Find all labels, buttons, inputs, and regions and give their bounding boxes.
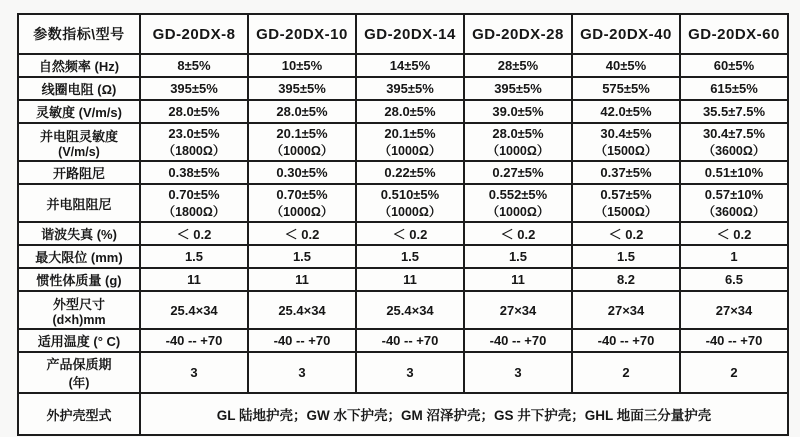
cell: 30.4±5% （1500Ω）: [572, 123, 680, 161]
cell: 3: [248, 352, 356, 393]
cell: 25.4×34: [248, 291, 356, 329]
header-model-gd-20dx-28: GD-20DX-28: [464, 14, 572, 54]
cell: 0.552±5% （1000Ω）: [464, 184, 572, 222]
cell: 395±5%: [140, 77, 248, 100]
header-model-gd-20dx-14: GD-20DX-14: [356, 14, 464, 54]
cell: 395±5%: [356, 77, 464, 100]
cell: 3: [140, 352, 248, 393]
header-model-gd-20dx-8: GD-20DX-8: [140, 14, 248, 54]
cell: 10±5%: [248, 54, 356, 77]
cell: 8±5%: [140, 54, 248, 77]
cell: 0.510±5% （1000Ω）: [356, 184, 464, 222]
cell: 8.2: [572, 268, 680, 291]
row-label: 线圈电阻 (Ω): [18, 77, 140, 100]
row-label: 灵敏度 (V/m/s): [18, 100, 140, 123]
cell: 0.70±5% （1800Ω）: [140, 184, 248, 222]
cell: 35.5±7.5%: [680, 100, 788, 123]
row-inertial-mass: [18, 268, 788, 291]
header-model-gd-20dx-60: GD-20DX-60: [680, 14, 788, 54]
cell: 575±5%: [572, 77, 680, 100]
cell: 39.0±5%: [464, 100, 572, 123]
row-natural-frequency: [18, 54, 788, 77]
cell: 615±5%: [680, 77, 788, 100]
row-label: 最大限位 (mm): [18, 245, 140, 268]
row-label: 惯性体质量 (g): [18, 268, 140, 291]
cell: 60±5%: [680, 54, 788, 77]
cell: ＜ 0.2: [464, 222, 572, 245]
row-label: 适用温度 (° C): [18, 329, 140, 352]
cell: -40 -- +70: [464, 329, 572, 352]
row-label-line2: (V/m/s): [58, 144, 100, 159]
cell: ＜ 0.2: [248, 222, 356, 245]
cell: 6.5: [680, 268, 788, 291]
cell: 28±5%: [464, 54, 572, 77]
header-row: [18, 14, 788, 54]
row-label: 自然频率 (Hz): [18, 54, 140, 77]
cell: 2: [680, 352, 788, 393]
row-dimensions: [18, 291, 788, 329]
cell: -40 -- +70: [248, 329, 356, 352]
cell: 1: [680, 245, 788, 268]
cell: 28.0±5% （1000Ω）: [464, 123, 572, 161]
row-label-line2: (年): [68, 376, 90, 390]
row-label-line1: 并电阻灵敏度: [39, 128, 118, 144]
cell: 2: [572, 352, 680, 393]
cell: 27×34: [464, 291, 572, 329]
cell: 30.4±7.5% （3600Ω）: [680, 123, 788, 161]
row-label-line1: 产品保质期: [46, 357, 112, 372]
cell: 27×34: [572, 291, 680, 329]
cell: 0.38±5%: [140, 161, 248, 184]
cell: 1.5: [248, 245, 356, 268]
row-outer-shell-type: [18, 393, 788, 435]
cell: -40 -- +70: [680, 329, 788, 352]
row-label: 并电阻阻尼: [18, 184, 140, 222]
cell: 28.0±5%: [248, 100, 356, 123]
row-shunt-sensitivity: [18, 123, 788, 161]
cell: 11: [248, 268, 356, 291]
cell: 0.37±5%: [572, 161, 680, 184]
cell: 395±5%: [248, 77, 356, 100]
cell: 40±5%: [572, 54, 680, 77]
cell: 23.0±5% （1800Ω）: [140, 123, 248, 161]
cell: 11: [356, 268, 464, 291]
row-max-excursion: [18, 245, 788, 268]
row-label: [18, 123, 140, 161]
row-label: 谐波失真 (%): [18, 222, 140, 245]
cell: ＜ 0.2: [356, 222, 464, 245]
header-model-gd-20dx-40: GD-20DX-40: [572, 14, 680, 54]
cell: 1.5: [464, 245, 572, 268]
cell: 0.57±10% （3600Ω）: [680, 184, 788, 222]
cell: 28.0±5%: [356, 100, 464, 123]
cell: 11: [140, 268, 248, 291]
cell: 0.27±5%: [464, 161, 572, 184]
row-label-line2: (d×h)mm: [52, 312, 106, 327]
row-label: 外护壳型式: [18, 393, 140, 435]
cell: 25.4×34: [140, 291, 248, 329]
cell: -40 -- +70: [572, 329, 680, 352]
cell: 20.1±5% （1000Ω）: [356, 123, 464, 161]
geophone-spec-table: [17, 13, 789, 436]
row-coil-resistance: [18, 77, 788, 100]
row-shelf-life: [18, 352, 788, 393]
cell: ＜ 0.2: [140, 222, 248, 245]
cell: 3: [464, 352, 572, 393]
cell: ＜ 0.2: [680, 222, 788, 245]
row-operating-temperature: [18, 329, 788, 352]
cell: 0.51±10%: [680, 161, 788, 184]
row-open-circuit-damping: [18, 161, 788, 184]
cell: 1.5: [356, 245, 464, 268]
row-label-line1: 外型尺寸: [52, 296, 105, 312]
cell: 14±5%: [356, 54, 464, 77]
row-harmonic-distortion: [18, 222, 788, 245]
row-shunt-damping: [18, 184, 788, 222]
cell: ＜ 0.2: [572, 222, 680, 245]
cell: 0.30±5%: [248, 161, 356, 184]
cell: 1.5: [140, 245, 248, 268]
cell: 395±5%: [464, 77, 572, 100]
cell: 0.57±5% （1500Ω）: [572, 184, 680, 222]
header-model-gd-20dx-10: GD-20DX-10: [248, 14, 356, 54]
cell: 27×34: [680, 291, 788, 329]
cell: 20.1±5% （1000Ω）: [248, 123, 356, 161]
cell: -40 -- +70: [140, 329, 248, 352]
cell: 11: [464, 268, 572, 291]
cell: 0.22±5%: [356, 161, 464, 184]
row-label: 开路阻尼: [18, 161, 140, 184]
row-label: [18, 291, 140, 329]
row-sensitivity: [18, 100, 788, 123]
row-label: [18, 352, 140, 393]
shell-types-value: GL 陆地护壳；GW 水下护壳；GM 沼泽护壳；GS 井下护壳；GHL 地面三分量护壳: [140, 393, 788, 435]
cell: 42.0±5%: [572, 100, 680, 123]
cell: 3: [356, 352, 464, 393]
cell: 25.4×34: [356, 291, 464, 329]
header-param-model: 参数指标\型号: [18, 14, 140, 54]
cell: 1.5: [572, 245, 680, 268]
cell: -40 -- +70: [356, 329, 464, 352]
cell: 0.70±5% （1000Ω）: [248, 184, 356, 222]
cell: 28.0±5%: [140, 100, 248, 123]
